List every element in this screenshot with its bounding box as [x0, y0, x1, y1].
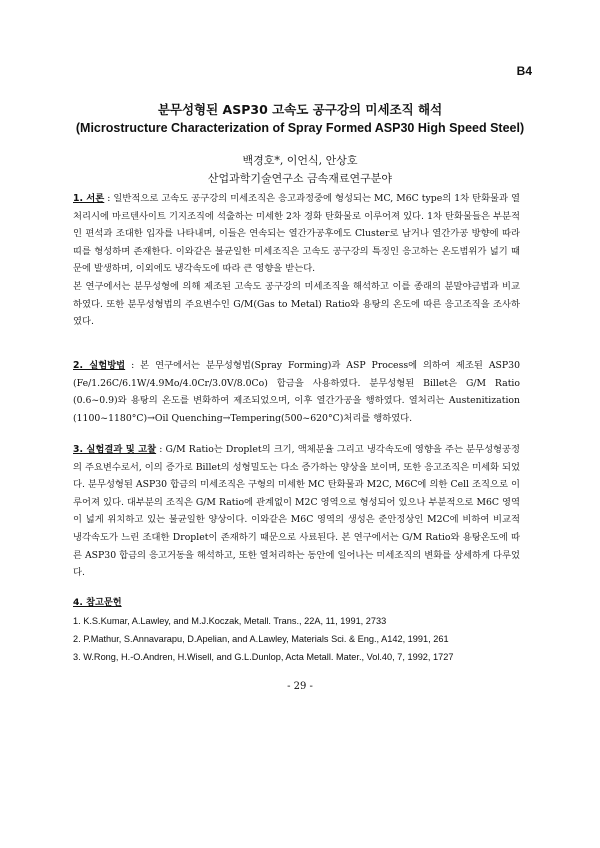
- paragraph-text: : 본 연구에서는 분무성형법(Spray Forming)과 ASP Process에 의하여 제조된 ASP30 (Fe/1.26C/6.1W/4.9Mo/4.0Cr/3.0V/8.0Co) 합금을 사용하였다. 분무성형된 Billet은 G/M Ratio (0.6~0.9)와 용탕의 온도를 변화하여 제조되었으며, 이후 열간가공을 행하였다. 열처리는 Austenitization (1100~1180°C)→Oil Quenching→Tempering(500~620°C)처리를 행하였다.: [73, 360, 520, 424]
- section-references: [73, 594, 520, 666]
- affiliation: 산업과학기술연구소 금속재료연구분야: [207, 172, 393, 185]
- title-english: (Microstructure Characterization of Spray Formed ASP30 High Speed Steel): [75, 121, 525, 135]
- section-results: [73, 441, 520, 582]
- section-introduction: [73, 190, 520, 331]
- paragraph: [73, 441, 520, 582]
- reference-item: 2. P.Mathur, S.Annavarapu, D.Apelian, and A.Lawley, Materials Sci. & Eng., A142, 1991, 261: [73, 634, 449, 644]
- section-code: B4: [516, 64, 532, 78]
- section-heading: 3. 실험결과 및 고찰: [73, 444, 157, 455]
- references-heading: 4. 참고문헌: [73, 597, 122, 608]
- title-korean: 분무성형된 ASP30 고속도 공구강의 미세조직 해석: [157, 102, 443, 117]
- reference-item: 3. W.Rong, H.-O.Andren, H.Wisell, and G.L.Dunlop, Acta Metall. Mater., Vol.40, 7, 1992, 1727: [73, 652, 454, 662]
- paragraph: [73, 357, 520, 427]
- authors: 백경호*, 이언식, 안상호: [242, 154, 358, 167]
- paragraph: [73, 190, 520, 278]
- paragraph-text: : 일반적으로 고속도 공구강의 미세조직은 응고과정중에 형성되는 MC, M6C type의 1차 탄화물과 열처리시에 마르텐사이트 기지조직에 석출하는 미세한 2차 경화 탄화물로 이루어져 있다. 1차 탄화물들은 부분적인 편석과 조대한 입자를 나타내며, 이들은 연속되는 열간가공후에도 Cluster로 남거나 열간가공 방향에 따라 띠를 형성하며 존재한다. 이와같은 불균일한 미세조직은 고속도 공구강의 특징인 응고하는 온도범위가 넓기 때문에 발생하며, 이외에도 냉각속도에 따라 큰 영향을 받는다.: [73, 193, 521, 275]
- section-heading: 2. 실험방법: [73, 360, 126, 371]
- paragraph: 본 연구에서는 분무성형에 의해 제조된 고속도 공구강의 미세조직을 해석하고 이를 종래의 분말야금법과 비교하였다. 또한 분무성형법의 주요변수인 G/M(Gas to Metal) Ratio와 용탕의 온도에 따른 응고조직을 조사하였다.: [73, 280, 520, 328]
- page-number: - 29 -: [287, 681, 313, 692]
- section-heading: 1. 서론: [73, 193, 105, 204]
- section-methods: [73, 357, 520, 427]
- paragraph-text: : G/M Ratio는 Droplet의 크기, 액체분율 그리고 냉각속도에 영향을 주는 분무성형공정의 주요변수로서, 이의 증가로 Billet의 성형밀도는 다소 증가하는 양상을 보이며, 또한 응고조직은 미세화 되었다. 분무성형된 ASP30 합금의 미세조직은 구형의 미세한 MC 탄화물과 M2C, M6C에 의한 Cell 조직으로 이루어져 있다. 대부분의 조직은 G/M Ratio에 관계없이 M2C 영역으로 형성되어 있으나 부분적으로 M6C 영역이 넓게 위치하고 있는 불균일한 양상이다. 이와같은 M6C 영역의 생성은 준안정상인 M2C에 비하여 비교적 냉각속도가 느린 조대한 Droplet이 존재하기 때문으로 사료된다. 본 연구에서는 G/M Ratio와 용탕온도에 따른 ASP30 합금의 응고거동을 해석하고, 또한 열처리하는 동안에 일어나는 미세조직의 변화를 상세하게 다루었다.: [73, 444, 520, 579]
- reference-item: 1. K.S.Kumar, A.Lawley, and M.J.Koczak, Metall. Trans., 22A, 11, 1991, 2733: [73, 616, 387, 626]
